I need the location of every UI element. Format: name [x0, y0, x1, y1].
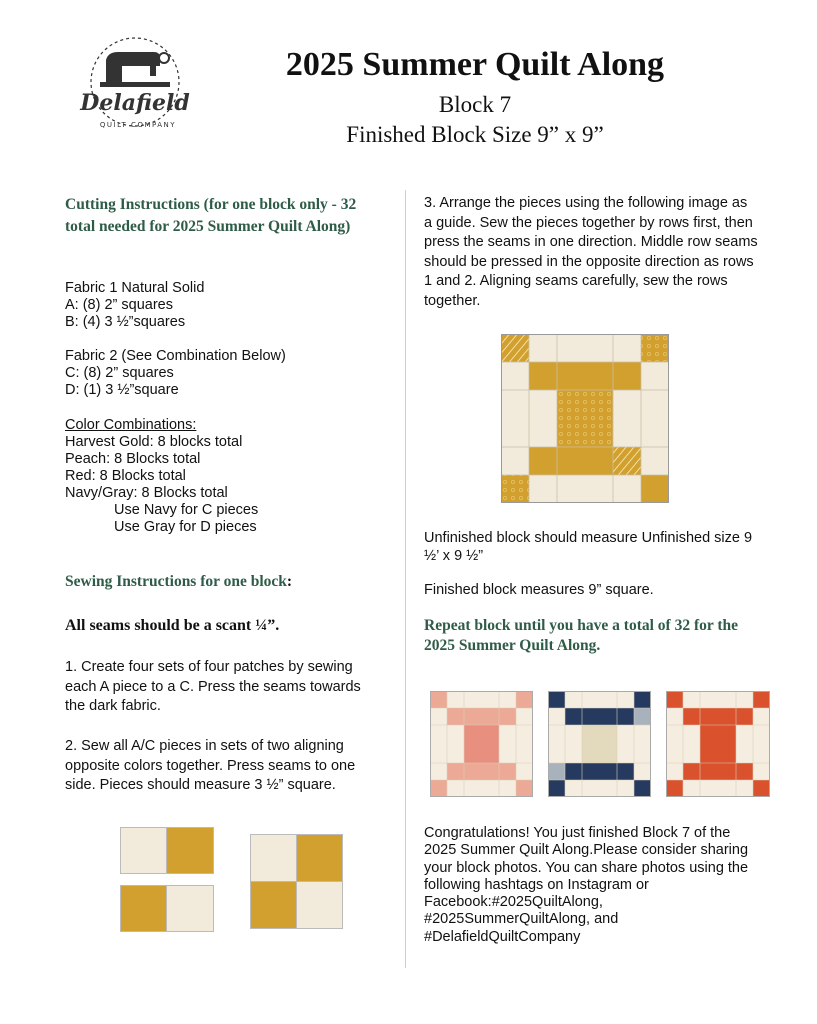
seam-allowance-note: All seams should be a scant ¼”.	[65, 617, 280, 634]
combo-navy-note: Use Navy for C pieces	[114, 502, 259, 518]
fabric1-b: B: (4) 3 ½”squares	[65, 314, 186, 330]
four-patch-diagram	[250, 834, 344, 930]
sewing-heading-colon: :	[286, 573, 293, 590]
logo-subtext: QUILT COMPANY	[99, 121, 177, 129]
combo-red: Red: 8 Blocks total	[65, 468, 186, 484]
finished-size: Finished Block Size 9” x 9”	[346, 122, 604, 147]
combo-peach: Peach: 8 Blocks total	[65, 451, 201, 467]
two-patch-rows-diagram	[120, 827, 215, 933]
cutting-heading: Cutting Instructions (for one block only - 32 total needed for 2025 Summer Quilt Along)	[65, 196, 357, 235]
sewing-heading-text: Sewing Instructions for one block	[65, 573, 287, 590]
fabric1-title: Fabric 1 Natural Solid	[65, 280, 205, 296]
sewing-heading	[65, 573, 385, 591]
congratulations-note: Congratulations! You just finished Block 7 of the 2025 Summer Quilt Along.Please consider sharing your block photos. You can share photos using the following hashtags on Instagram or Facebook:#2025QuiltAlong, #2025SummerQuiltAlong, and #DelafieldQuiltCompany	[424, 825, 749, 945]
combo-harvest-gold: Harvest Gold: 8 blocks total	[65, 434, 243, 450]
step-3: 3. Arrange the pieces using the following image as a guide. Sew the pieces together by rows first, then press the seams in one direction. Middle row seams should be pressed in the opposite direction as rows 1 and 2. Aligning seams carefully, sew the rows together.	[424, 195, 758, 309]
fabric2-title: Fabric 2 (See Combination Below)	[65, 348, 286, 364]
block-layout-gold	[501, 334, 669, 503]
fabric2-c: C: (8) 2” squares	[65, 365, 174, 381]
block-red	[666, 691, 770, 797]
unfinished-size-note: Unfinished block should measure Unfinished size 9 ½’ x 9 ½”	[424, 530, 753, 564]
page-title: 2025 Summer Quilt Along	[285, 46, 665, 83]
logo-text: Delafield	[80, 90, 190, 116]
step-1: 1. Create four sets of four patches by sewing each A piece to a C. Press the seams towards the dark fabric.	[65, 659, 361, 714]
fabric2-d: D: (1) 3 ½”square	[65, 382, 179, 398]
block-number: Block 7	[438, 92, 512, 117]
combo-gray-note: Use Gray for D pieces	[114, 519, 257, 535]
repeat-note: Repeat block until you have a total of 32 for the 2025 Summer Quilt Along.	[424, 617, 739, 654]
combos-title: Color Combinations:	[65, 417, 197, 433]
company-logo	[78, 30, 193, 135]
color-combinations	[65, 417, 385, 536]
finished-size-note: Finished block measures 9” square.	[424, 582, 654, 598]
fabric2-section	[65, 348, 385, 399]
fabric1-a: A: (8) 2” squares	[65, 297, 173, 313]
column-divider	[405, 190, 406, 968]
combo-navy-gray: Navy/Gray: 8 Blocks total	[65, 485, 228, 501]
block-peach	[430, 691, 533, 797]
block-navy-gray	[548, 691, 651, 797]
fabric1-section	[65, 280, 385, 331]
step-2: 2. Sew all A/C pieces in sets of two aligning opposite colors together. Press seams to one side. Pieces should measure 3 ½” square.	[65, 738, 356, 793]
